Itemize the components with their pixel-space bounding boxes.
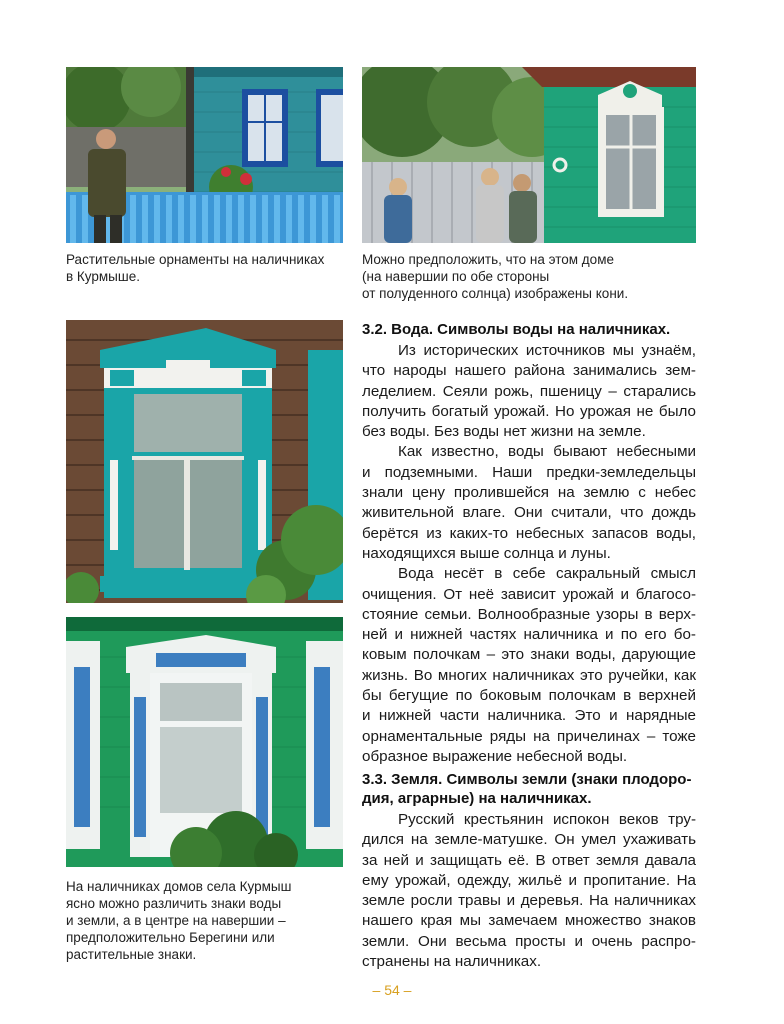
- caption-line: растительные знаки.: [66, 947, 197, 962]
- text-line: и подземными. Наши предки-земледельцы: [362, 463, 696, 481]
- text-line: ковым полочкам – это знаки воды, дарующие: [362, 646, 696, 664]
- caption-line: предположительно Берегини или: [66, 930, 275, 945]
- text-line: бы бегущие по боковым полочкам в верхней: [362, 687, 696, 705]
- caption-top-right: [362, 251, 628, 302]
- text-line: земле росли травы и деревья. На наличниках: [362, 892, 696, 910]
- text-line: что народы нашего района занимались зем-: [362, 362, 696, 380]
- text-line: Вода несёт в себе сакральный смысл: [398, 565, 696, 583]
- text-line: знали цену пролившейся на землю с небес: [362, 484, 696, 502]
- heading-line: дия, аграрные) на наличниках.: [362, 790, 592, 807]
- photo-children-by-house: [362, 67, 696, 243]
- photo-turquoise-window: [66, 320, 343, 603]
- caption-line: На наличниках домов села Курмыш: [66, 879, 292, 894]
- page-number: – 54 –: [372, 982, 412, 998]
- caption-line: (на навершии по обе стороны: [362, 269, 550, 284]
- text-line: Из исторических источников мы узнаём,: [398, 342, 696, 359]
- text-line: дился на земле-матушке. Он умел ухаживать: [362, 831, 696, 849]
- text-line: стояние семьи. Волнообразные узоры в верх-: [362, 605, 696, 623]
- text-line: земли. Они весьма просты и очень распро-: [362, 932, 696, 950]
- text-line: Русский крестьянин испокон веков тру-: [398, 811, 696, 828]
- text-line: ему урожай, одежду, жильё и пропитание. На: [362, 871, 696, 889]
- text-line: живительной влаге. Они считали, что дождь: [362, 504, 696, 522]
- photo-house-green-fence: [66, 67, 343, 243]
- section-body-earth: [362, 810, 696, 972]
- text-line: орнаментальные ряды на причелинах – тоже: [362, 727, 696, 745]
- text-line: за ней и защищать её. В ответ земля давала: [362, 851, 696, 869]
- caption-top-left: [66, 251, 324, 285]
- text-line: ней и нижней частях наличника и по его бо-: [362, 626, 696, 644]
- text-line: леделием. Сеяли рожь, пшеницу – старались: [362, 382, 696, 400]
- text-line: находящихся выше солнца и луны.: [362, 544, 611, 562]
- text-line: очищения. От неё зависит урожай и благосо-: [362, 585, 696, 603]
- heading-line: 3.3. Земля. Символы земли (знаки плодоро-: [362, 771, 692, 788]
- caption-line: и земли, а в центре на навершии –: [66, 913, 286, 928]
- section-heading-earth: [362, 770, 691, 808]
- text-line: и нижней части наличника. Это и нарядные: [362, 707, 696, 725]
- section-body-water: [362, 341, 696, 767]
- caption-line: ясно можно различить знаки воды: [66, 896, 282, 911]
- photo-green-house-windows: [66, 617, 343, 867]
- caption-bottom-left: [66, 878, 291, 963]
- text-line: жизнь. Во многих наличниках это ручейки, как: [362, 666, 696, 684]
- caption-line: Растительные орнаменты на наличниках: [66, 252, 325, 267]
- text-line: Как известно, воды бывают небесными: [398, 443, 696, 461]
- text-line: получить богатый урожай. Но урожая не было: [362, 402, 696, 420]
- text-line: странены на наличниках.: [362, 953, 542, 971]
- heading-line: 3.2. Вода. Символы воды на наличниках.: [362, 321, 671, 338]
- section-heading-water: [362, 320, 670, 339]
- caption-line: Можно предположить, что на этом доме: [362, 252, 614, 267]
- text-line: образное выражение небесной воды.: [362, 747, 628, 765]
- caption-line: в Курмыше.: [66, 269, 140, 284]
- text-line: без воды. Без воды нет жизни на земле.: [362, 423, 646, 441]
- text-line: берётся из каких-то небесных запасов воды,: [362, 524, 696, 542]
- text-line: нашего края мы замечаем множество знаков: [362, 912, 696, 930]
- caption-line: от полуденного солнца) изображены кони.: [362, 286, 629, 301]
